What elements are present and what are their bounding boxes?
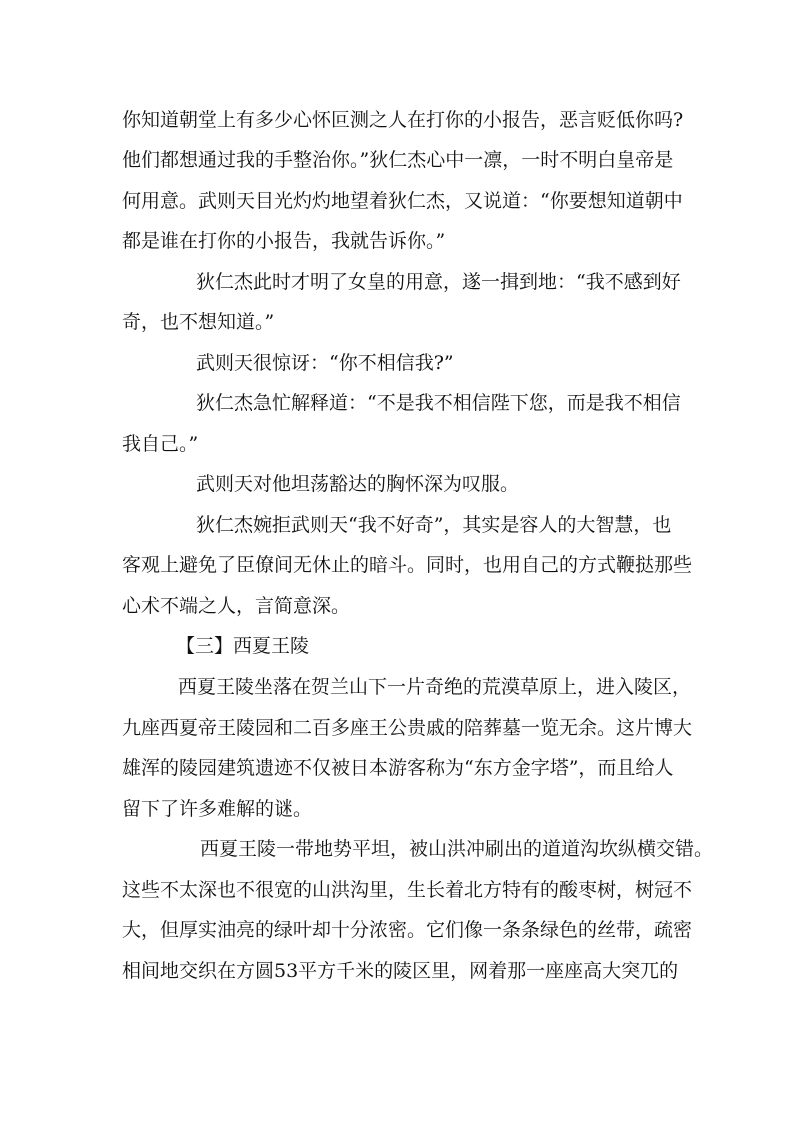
text-line-22: 相间地交织在方圆53平方千米的陵区里，网着那一座座高大突兀的 <box>122 960 679 982</box>
text-line-8: 狄仁杰急忙解释道：“不是我不相信陛下您，而是我不相信 <box>196 392 681 414</box>
text-line-7: 武则天很惊讶：“你不相信我?” <box>196 352 454 374</box>
text-line-11: 狄仁杰婉拒武则天“我不好奇”，其实是容人的大智慧，也 <box>196 514 672 536</box>
text-line-2: 他们都想通过我的手整治你。”狄仁杰心中一凛，一时不明白皇帝是 <box>122 149 674 171</box>
text-line-5: 狄仁杰此时才明了女皇的用意，遂一揖到地：“我不感到好 <box>196 271 681 293</box>
text-line-18: 留下了许多难解的谜。 <box>122 798 313 820</box>
text-line-19: 西夏王陵一带地势平坦，被山洪冲刷出的道道沟坎纵横交错。 <box>200 838 714 860</box>
text-line-10: 武则天对他坦荡豁达的胸怀深为叹服。 <box>196 473 520 495</box>
text-line-1: 你知道朝堂上有多少心怀叵测之人在打你的小报告，恶言贬低你吗? <box>122 109 684 131</box>
text-line-21: 大，但厚实油亮的绿叶却十分浓密。它们像一条条绿色的丝带，疏密 <box>122 919 693 941</box>
section-heading: 【三】西夏王陵 <box>176 635 310 657</box>
text-line-20: 这些不太深也不很宽的山洪沟里，生长着北方特有的酸枣树，树冠不 <box>122 879 693 901</box>
text-line-9: 我自己。” <box>122 433 199 455</box>
text-line-4: 都是谁在打你的小报告，我就告诉你。” <box>122 230 446 252</box>
text-line-15: 西夏王陵坐落在贺兰山下一片奇绝的荒漠草原上，进入陵区， <box>178 676 692 698</box>
text-line-3: 何用意。武则天目光灼灼地望着狄仁杰，又说道：“你要想知道朝中 <box>122 190 683 212</box>
text-line-16: 九座西夏帝王陵园和二百多座王公贵戚的陪葬墓一览无余。这片博大 <box>122 717 693 739</box>
text-line-12: 客观上避免了臣僚间无休止的暗斗。同时，也用自己的方式鞭挞那些 <box>122 554 693 576</box>
text-line-6: 奇，也不想知道。” <box>122 311 275 333</box>
text-line-17: 雄浑的陵园建筑遗迹不仅被日本游客称为“东方金字塔”，而且给人 <box>122 757 674 779</box>
text-line-13: 心术不端之人，言简意深。 <box>122 595 351 617</box>
